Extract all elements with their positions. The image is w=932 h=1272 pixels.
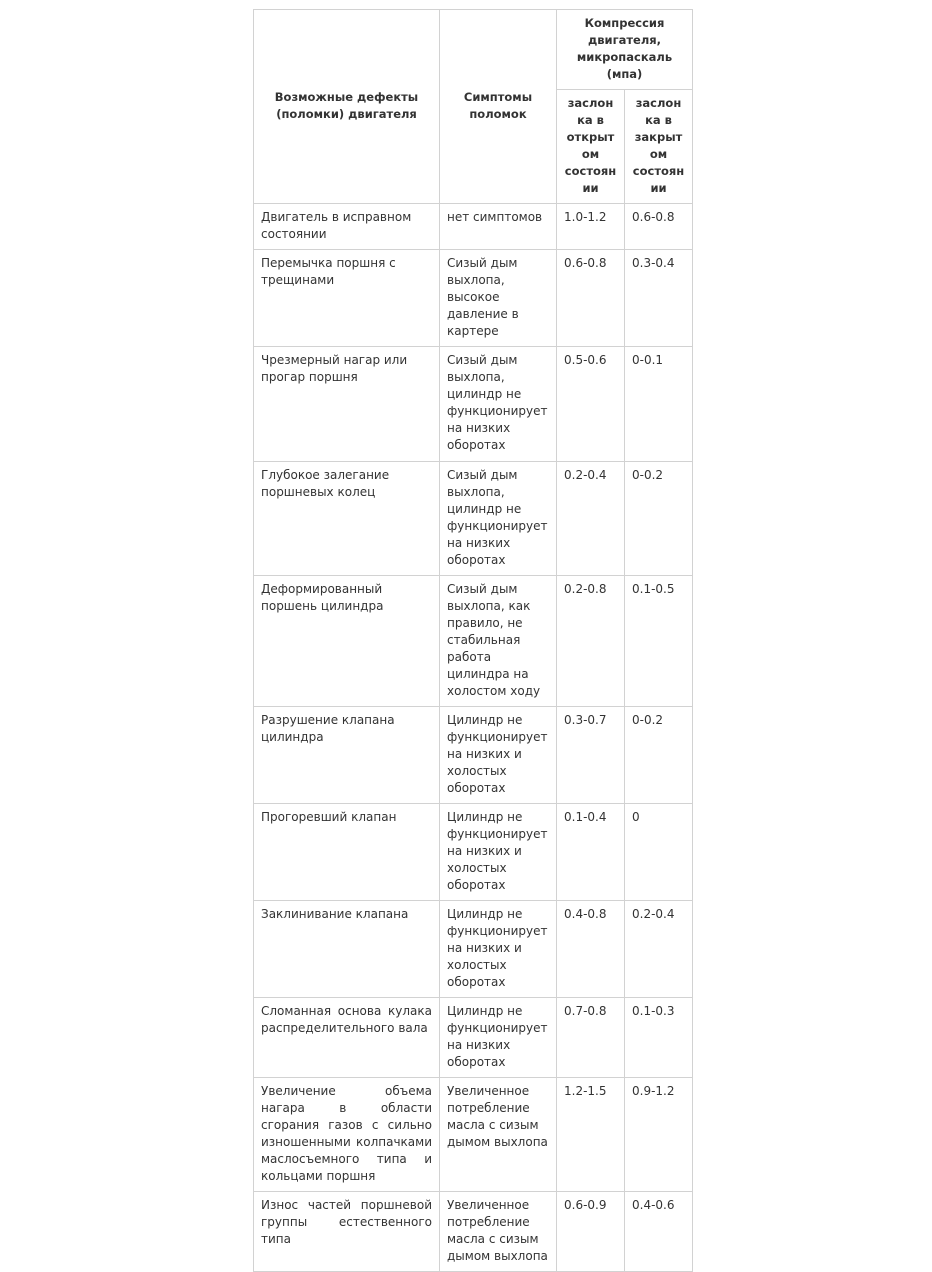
defect-cell: Чрезмерный нагар или прогар поршня xyxy=(254,347,440,462)
table-row xyxy=(254,462,693,576)
open-value-cell: 0.2-0.4 xyxy=(557,462,625,576)
open-value-cell: 0.6-0.9 xyxy=(557,1192,625,1272)
open-value-cell: 0.2-0.8 xyxy=(557,576,625,707)
symptom-cell: Сизый дым выхлопа, цилиндр не функционирует на низких оборотах xyxy=(440,462,557,576)
table-row xyxy=(254,804,693,901)
table-row xyxy=(254,576,693,707)
symptom-cell: Цилиндр не функционирует на низких оборотах xyxy=(440,998,557,1078)
defect-cell: Двигатель в исправном состоянии xyxy=(254,204,440,250)
compression-table xyxy=(253,9,693,1272)
table-row xyxy=(254,1192,693,1272)
table-row xyxy=(254,998,693,1078)
symptom-cell: Цилиндр не функционирует на низких и холостых оборотах xyxy=(440,707,557,804)
defect-cell: Сломанная основа кулака распределительного вала xyxy=(254,998,440,1078)
closed-value-cell: 0.4-0.6 xyxy=(625,1192,693,1272)
table-row xyxy=(254,347,693,462)
symptom-cell: Цилиндр не функционирует на низких и холостых оборотах xyxy=(440,804,557,901)
header-row-top xyxy=(254,10,693,90)
header-defects: Возможные дефекты (поломки) двигателя xyxy=(254,10,440,204)
symptom-cell: Цилиндр не функционирует на низких и холостых оборотах xyxy=(440,901,557,998)
table-row xyxy=(254,1078,693,1192)
open-value-cell: 0.3-0.7 xyxy=(557,707,625,804)
open-value-cell: 1.0-1.2 xyxy=(557,204,625,250)
open-value-cell: 0.6-0.8 xyxy=(557,250,625,347)
closed-value-cell: 0.2-0.4 xyxy=(625,901,693,998)
defect-cell: Износ частей поршневой группы естественного типа xyxy=(254,1192,440,1272)
open-value-cell: 0.4-0.8 xyxy=(557,901,625,998)
defect-cell: Глубокое залегание поршневых колец xyxy=(254,462,440,576)
open-value-cell: 0.5-0.6 xyxy=(557,347,625,462)
defect-cell: Прогоревший клапан xyxy=(254,804,440,901)
defect-cell: Разрушение клапана цилиндра xyxy=(254,707,440,804)
defect-cell: Увеличение объема нагара в области сгорания газов с сильно изношенными колпачками маслосъемного типа и кольцами поршня xyxy=(254,1078,440,1192)
closed-value-cell: 0 xyxy=(625,804,693,901)
closed-value-cell: 0.1-0.3 xyxy=(625,998,693,1078)
closed-value-cell: 0-0.1 xyxy=(625,347,693,462)
header-symptoms: Симптомы поломок xyxy=(440,10,557,204)
symptom-cell: нет симптомов xyxy=(440,204,557,250)
table-row xyxy=(254,901,693,998)
symptom-cell: Сизый дым выхлопа, цилиндр не функционирует на низких оборотах xyxy=(440,347,557,462)
closed-value-cell: 0.3-0.4 xyxy=(625,250,693,347)
closed-value-cell: 0-0.2 xyxy=(625,462,693,576)
open-value-cell: 0.7-0.8 xyxy=(557,998,625,1078)
closed-value-cell: 0-0.2 xyxy=(625,707,693,804)
closed-value-cell: 0.9-1.2 xyxy=(625,1078,693,1192)
defect-cell: Перемычка поршня с трещинами xyxy=(254,250,440,347)
header-compression: Компрессия двигателя, микропаскаль (мпа) xyxy=(557,10,693,90)
defect-cell: Заклинивание клапана xyxy=(254,901,440,998)
open-value-cell: 0.1-0.4 xyxy=(557,804,625,901)
header-closed: заслонка в закрытом состоянии xyxy=(625,90,693,204)
closed-value-cell: 0.1-0.5 xyxy=(625,576,693,707)
table-row xyxy=(254,250,693,347)
symptom-cell: Увеличенное потребление масла с сизым дымом выхлопа xyxy=(440,1078,557,1192)
defect-cell: Деформированный поршень цилиндра xyxy=(254,576,440,707)
symptom-cell: Увеличенное потребление масла с сизым дымом выхлопа xyxy=(440,1192,557,1272)
symptom-cell: Сизый дым выхлопа, высокое давление в картере xyxy=(440,250,557,347)
open-value-cell: 1.2-1.5 xyxy=(557,1078,625,1192)
symptom-cell: Сизый дым выхлопа, как правило, не стабильная работа цилиндра на холостом ходу xyxy=(440,576,557,707)
table-row xyxy=(254,707,693,804)
table-row xyxy=(254,204,693,250)
header-open: заслонка в открытом состоянии xyxy=(557,90,625,204)
closed-value-cell: 0.6-0.8 xyxy=(625,204,693,250)
